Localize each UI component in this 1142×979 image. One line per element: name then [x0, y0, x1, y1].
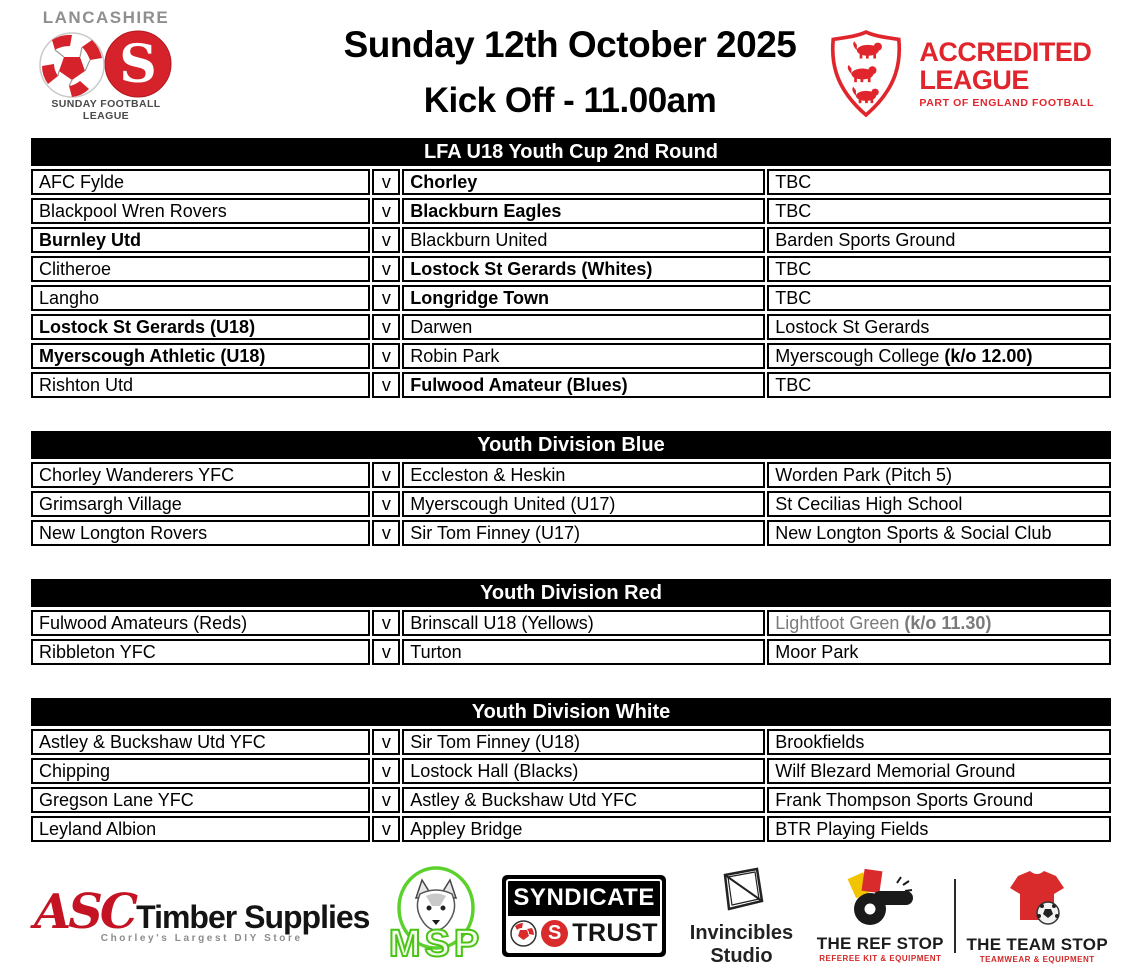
fixture-row	[31, 285, 1111, 311]
section-title: Youth Division Blue	[31, 431, 1111, 459]
versus-label: v	[372, 314, 400, 340]
team-stop-title: THE TEAM STOP	[966, 935, 1108, 954]
trust-text: TRUST	[572, 919, 659, 947]
asc-tagline: Chorley's Largest DIY Store	[100, 933, 303, 944]
league-logo-top-text: LANCASHIRE	[42, 8, 170, 27]
team-stop-tagline: TEAMWEAR & EQUIPMENT	[979, 955, 1095, 964]
league-s-monogram: S	[119, 34, 157, 95]
away-team: Brinscall U18 (Yellows)	[402, 610, 765, 636]
versus-label: v	[372, 372, 400, 398]
venue-kickoff-note: (k/o 12.00)	[939, 346, 1033, 366]
fixture-row	[31, 816, 1111, 842]
home-team: Chipping	[31, 758, 370, 784]
fixtures-table	[29, 726, 1113, 845]
versus-label: v	[372, 169, 400, 195]
date-title: Sunday 12th October 2025	[343, 24, 797, 65]
syndicate-text: SYNDICATE	[513, 884, 655, 911]
versus-label: v	[372, 285, 400, 311]
venue-name: BTR Playing Fields	[775, 819, 929, 839]
fixture-section-2	[31, 431, 1111, 549]
venue-name: Wilf Blezard Memorial Ground	[775, 761, 1016, 781]
fixture-section-4	[31, 698, 1111, 845]
home-team: Rishton Utd	[31, 372, 370, 398]
venue	[767, 639, 1111, 665]
versus-label: v	[372, 491, 400, 517]
away-team: Robin Park	[402, 343, 765, 369]
venue	[767, 787, 1111, 813]
fixture-row	[31, 372, 1111, 398]
venue-name: TBC	[775, 172, 812, 192]
home-team: Blackpool Wren Rovers	[31, 198, 370, 224]
sponsor-asc-timber	[34, 884, 370, 944]
venue-name: St Cecilias High School	[775, 494, 963, 514]
venue-kickoff-note: (k/o 11.30)	[899, 613, 992, 633]
asc-script-text: ASC	[34, 884, 136, 940]
fixtures-area	[31, 134, 1111, 845]
venue-name: New Longton Sports & Social Club	[775, 523, 1052, 543]
away-team: Appley Bridge	[402, 816, 765, 842]
football-and-s-icon	[28, 26, 184, 102]
venue	[767, 198, 1111, 224]
sponsor-msp	[380, 864, 492, 968]
away-team: Blackburn Eagles	[402, 198, 765, 224]
versus-label: v	[372, 610, 400, 636]
venue	[767, 285, 1111, 311]
venue-name: Frank Thompson Sports Ground	[775, 790, 1034, 810]
home-team: Fulwood Amateurs (Reds)	[31, 610, 370, 636]
home-team: Chorley Wanderers YFC	[31, 462, 370, 488]
away-team: Astley & Buckshaw Utd YFC	[402, 787, 765, 813]
msp-dog-logo-icon	[380, 864, 492, 968]
venue	[767, 227, 1111, 253]
venue-name: Lostock St Gerards	[775, 317, 930, 337]
venue	[767, 256, 1111, 282]
page-header	[0, 0, 1142, 134]
away-team: Darwen	[402, 314, 765, 340]
versus-label: v	[372, 816, 400, 842]
fixture-row	[31, 314, 1111, 340]
league-logo-bottom-text: SUNDAY FOOTBALL LEAGUE	[51, 98, 161, 122]
versus-label: v	[372, 758, 400, 784]
venue	[767, 491, 1111, 517]
fixtures-table	[29, 166, 1113, 401]
fixture-row	[31, 729, 1111, 755]
fixture-row	[31, 787, 1111, 813]
tshirt-and-ball-icon	[1004, 868, 1070, 928]
home-team: New Longton Rovers	[31, 520, 370, 546]
venue-name: TBC	[775, 288, 812, 308]
away-team: Lostock Hall (Blacks)	[402, 758, 765, 784]
away-team: Sir Tom Finney (U17)	[402, 520, 765, 546]
fixture-row	[31, 610, 1111, 636]
fixture-row	[31, 462, 1111, 488]
venue	[767, 758, 1111, 784]
sponsor-invincibles-studio	[676, 865, 806, 967]
versus-label: v	[372, 227, 400, 253]
away-team: Sir Tom Finney (U18)	[402, 729, 765, 755]
venue-name: TBC	[775, 201, 812, 221]
section-title: Youth Division Red	[31, 579, 1111, 607]
venue	[767, 169, 1111, 195]
away-team: Eccleston & Heskin	[402, 462, 765, 488]
home-team: AFC Fylde	[31, 169, 370, 195]
away-team: Blackburn United	[402, 227, 765, 253]
fixtures-table	[29, 459, 1113, 549]
home-team: Lostock St Gerards (U18)	[31, 314, 370, 340]
venue-name: Worden Park (Pitch 5)	[775, 465, 953, 485]
fixture-row	[31, 520, 1111, 546]
away-team: Fulwood Amateur (Blues)	[402, 372, 765, 398]
home-team: Grimsargh Village	[31, 491, 370, 517]
home-team: Leyland Albion	[31, 816, 370, 842]
venue-name: Barden Sports Ground	[775, 230, 956, 250]
three-lions-crest-icon	[825, 26, 907, 122]
fa-accredited-logo	[825, 26, 1094, 122]
venue	[767, 343, 1111, 369]
fixture-section-1	[31, 138, 1111, 401]
fixture-row	[31, 639, 1111, 665]
fixture-row	[31, 758, 1111, 784]
kickoff-title: Kick Off - 11.00am	[423, 81, 717, 120]
fa-accredited-text	[919, 36, 1094, 110]
section-title: LFA U18 Youth Cup 2nd Round	[31, 138, 1111, 166]
syndicate-football-icon	[510, 920, 537, 947]
venue-name: TBC	[775, 259, 812, 279]
league-logo	[28, 8, 184, 122]
home-team: Gregson Lane YFC	[31, 787, 370, 813]
league-logo-graphic	[28, 26, 184, 102]
venue-name: Lightfoot Green	[775, 613, 900, 633]
versus-label: v	[372, 520, 400, 546]
home-team: Myerscough Athletic (U18)	[31, 343, 370, 369]
venue	[767, 314, 1111, 340]
venue-name: TBC	[775, 375, 812, 395]
fixtures-table	[29, 607, 1113, 668]
venue-name: Moor Park	[775, 642, 859, 662]
syndicate-s-monogram: S	[541, 920, 568, 947]
venue-name: Myerscough College	[775, 346, 940, 366]
home-team: Burnley Utd	[31, 227, 370, 253]
fixture-row	[31, 343, 1111, 369]
venue	[767, 462, 1111, 488]
invincibles-line2: Studio	[710, 944, 773, 967]
versus-label: v	[372, 343, 400, 369]
versus-label: v	[372, 462, 400, 488]
versus-label: v	[372, 639, 400, 665]
accredited-line1: ACCREDITED	[919, 36, 1092, 67]
accredited-line3: PART OF ENGLAND FOOTBALL	[919, 97, 1094, 110]
away-team: Myerscough United (U17)	[402, 491, 765, 517]
sponsor-team-stop	[966, 868, 1108, 964]
fixture-row	[31, 256, 1111, 282]
home-team: Ribbleton YFC	[31, 639, 370, 665]
whistle-and-cards-icon	[837, 869, 923, 927]
away-team: Chorley	[402, 169, 765, 195]
fixture-row	[31, 198, 1111, 224]
asc-name-text: Timber Supplies	[136, 899, 370, 935]
fixture-row	[31, 227, 1111, 253]
venue	[767, 610, 1111, 636]
versus-label: v	[372, 729, 400, 755]
versus-label: v	[372, 198, 400, 224]
msp-letters: MSP	[388, 923, 483, 965]
away-team: Turton	[402, 639, 765, 665]
venue	[767, 520, 1111, 546]
fixture-row	[31, 169, 1111, 195]
venue	[767, 816, 1111, 842]
venue	[767, 372, 1111, 398]
invincibles-line1: Invincibles	[689, 922, 794, 945]
away-team: Lostock St Gerards (Whites)	[402, 256, 765, 282]
ref-stop-title: THE REF STOP	[816, 934, 944, 953]
accredited-line2: LEAGUE	[919, 64, 1029, 95]
versus-label: v	[372, 787, 400, 813]
venue	[767, 729, 1111, 755]
versus-label: v	[372, 256, 400, 282]
home-team: Clitheroe	[31, 256, 370, 282]
invincibles-diamond-icon	[715, 865, 767, 915]
sponsor-strip	[34, 860, 1108, 972]
fixture-section-3	[31, 579, 1111, 668]
venue-name: Brookfields	[775, 732, 865, 752]
home-team: Astley & Buckshaw Utd YFC	[31, 729, 370, 755]
ref-stop-tagline: REFEREE KIT & EQUIPMENT	[819, 954, 942, 963]
sponsor-ref-stop	[817, 869, 944, 963]
home-team: Langho	[31, 285, 370, 311]
fixture-row	[31, 491, 1111, 517]
sponsor-syndicate-trust	[502, 875, 666, 957]
away-team: Longridge Town	[402, 285, 765, 311]
section-title: Youth Division White	[31, 698, 1111, 726]
sponsor-divider	[954, 879, 956, 953]
